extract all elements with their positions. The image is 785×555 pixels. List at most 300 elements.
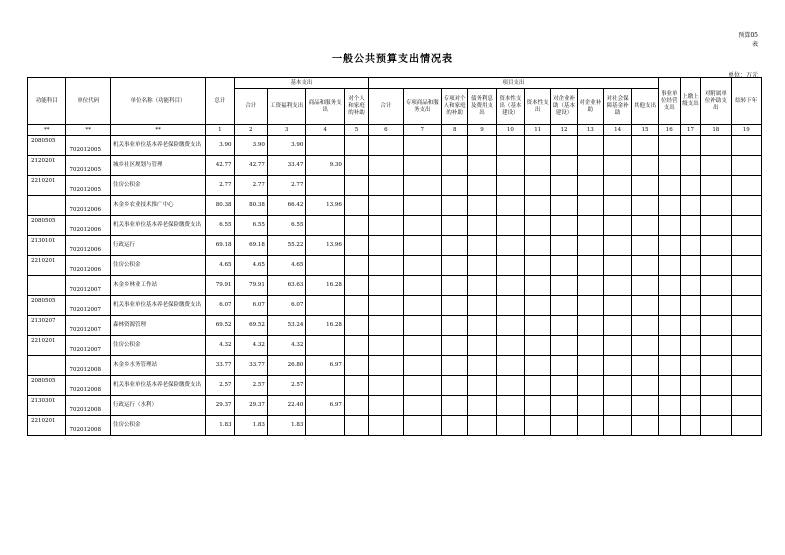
table-row <box>28 356 762 376</box>
empty-cell <box>442 236 468 256</box>
header-other: 其他支出 <box>632 89 658 125</box>
unit-code-cell: 702012005 <box>66 136 111 156</box>
empty-cell <box>577 256 603 276</box>
header-index-cell: 16 <box>658 125 680 136</box>
unit-label: 单位：万元 <box>727 72 758 79</box>
goods-cell: 13.96 <box>306 196 344 216</box>
empty-cell <box>731 356 762 376</box>
table-row <box>28 396 762 416</box>
empty-cell <box>468 176 496 196</box>
empty-cell <box>577 196 603 216</box>
header-index-cell: 12 <box>551 125 577 136</box>
empty-cell <box>468 336 496 356</box>
salary-cell: 2.57 <box>267 376 305 396</box>
empty-cell <box>551 416 577 436</box>
empty-cell <box>731 196 762 216</box>
empty-cell <box>680 356 700 376</box>
header-index-cell: 5 <box>344 125 368 136</box>
empty-cell <box>603 196 631 216</box>
empty-cell <box>344 296 368 316</box>
goods-cell <box>306 376 344 396</box>
header-index-cell: 6 <box>369 125 403 136</box>
empty-cell <box>496 356 524 376</box>
salary-cell: 26.80 <box>267 356 305 376</box>
empty-cell <box>468 276 496 296</box>
empty-cell <box>344 236 368 256</box>
empty-cell <box>525 176 551 196</box>
empty-cell <box>577 296 603 316</box>
empty-cell <box>369 416 403 436</box>
empty-cell <box>731 376 762 396</box>
empty-cell <box>344 276 368 296</box>
empty-cell <box>701 276 731 296</box>
header-basic-sum: 合计 <box>234 89 267 125</box>
empty-cell <box>577 376 603 396</box>
goods-cell <box>306 176 344 196</box>
func-code-cell <box>28 196 66 216</box>
empty-cell <box>577 316 603 336</box>
header-index-cell: 9 <box>468 125 496 136</box>
empty-cell <box>658 396 680 416</box>
empty-cell <box>525 236 551 256</box>
header-index-cell: 1 <box>206 125 234 136</box>
goods-cell: 6.97 <box>306 396 344 416</box>
empty-cell <box>496 316 524 336</box>
func-code-cell: 2080505 <box>28 136 66 156</box>
empty-cell <box>344 216 368 236</box>
empty-cell <box>658 376 680 396</box>
unit-name-cell: 木金乡农业技术推广中心 <box>111 196 206 216</box>
empty-cell <box>525 396 551 416</box>
empty-cell <box>731 136 762 156</box>
empty-cell <box>658 156 680 176</box>
basic-sum-cell: 6.55 <box>234 216 267 236</box>
unit-code-cell: 702012006 <box>66 256 111 276</box>
empty-cell <box>632 256 658 276</box>
empty-cell <box>403 176 441 196</box>
unit-name-cell: 机关事业单位基本养老保险缴费支出 <box>111 216 206 236</box>
table-row <box>28 376 762 396</box>
basic-sum-cell: 4.65 <box>234 256 267 276</box>
func-code-cell: 2130207 <box>28 316 66 336</box>
header-index-cell: 14 <box>603 125 631 136</box>
func-code-cell: 2210201 <box>28 336 66 356</box>
goods-cell <box>306 336 344 356</box>
func-code-cell: 2080505 <box>28 376 66 396</box>
salary-cell: 53.24 <box>267 316 305 336</box>
empty-cell <box>496 216 524 236</box>
header-basic: 基本支出 <box>234 78 369 89</box>
header-enterprise: 对企业补助 <box>577 89 603 125</box>
empty-cell <box>731 176 762 196</box>
empty-cell <box>632 296 658 316</box>
func-code-cell: 2080505 <box>28 216 66 236</box>
total-cell: 33.77 <box>206 356 234 376</box>
table-row <box>28 156 762 176</box>
empty-cell <box>468 396 496 416</box>
header-func-code: 功能科目 <box>28 78 66 125</box>
header-transfer: 结转下年 <box>731 78 762 125</box>
empty-cell <box>468 296 496 316</box>
empty-cell <box>701 396 731 416</box>
empty-cell <box>344 176 368 196</box>
empty-cell <box>603 136 631 156</box>
unit-code-cell: 702012007 <box>66 296 111 316</box>
empty-cell <box>344 136 368 156</box>
empty-cell <box>680 276 700 296</box>
empty-cell <box>658 276 680 296</box>
empty-cell <box>442 396 468 416</box>
empty-cell <box>403 276 441 296</box>
header-operating: 事业单位经营支出 <box>658 78 680 125</box>
empty-cell <box>403 296 441 316</box>
empty-cell <box>525 416 551 436</box>
empty-cell <box>369 336 403 356</box>
empty-cell <box>658 296 680 316</box>
header-index-cell: 3 <box>267 125 305 136</box>
empty-cell <box>403 336 441 356</box>
empty-cell <box>403 356 441 376</box>
total-cell: 4.32 <box>206 336 234 356</box>
empty-cell <box>442 216 468 236</box>
unit-code-cell: 702012006 <box>66 236 111 256</box>
func-code-cell: 2120201 <box>28 156 66 176</box>
empty-cell <box>701 216 731 236</box>
empty-cell <box>442 196 468 216</box>
empty-cell <box>701 256 731 276</box>
empty-cell <box>442 176 468 196</box>
empty-cell <box>680 376 700 396</box>
empty-cell <box>525 336 551 356</box>
empty-cell <box>577 336 603 356</box>
func-code-cell: 2130101 <box>28 236 66 256</box>
header-index-cell: 19 <box>731 125 762 136</box>
table-row <box>28 276 762 296</box>
unit-name-cell: 行政运行 <box>111 236 206 256</box>
func-code-cell: 2210201 <box>28 256 66 276</box>
func-code-cell <box>28 356 66 376</box>
empty-cell <box>551 376 577 396</box>
empty-cell <box>551 216 577 236</box>
empty-cell <box>632 336 658 356</box>
empty-cell <box>496 416 524 436</box>
empty-cell <box>701 296 731 316</box>
empty-cell <box>701 156 731 176</box>
empty-cell <box>731 416 762 436</box>
empty-cell <box>369 276 403 296</box>
salary-cell: 63.63 <box>267 276 305 296</box>
empty-cell <box>680 256 700 276</box>
empty-cell <box>701 236 731 256</box>
empty-cell <box>468 356 496 376</box>
header-index-cell: 11 <box>525 125 551 136</box>
empty-cell <box>632 316 658 336</box>
basic-sum-cell: 1.83 <box>234 416 267 436</box>
basic-sum-cell: 4.32 <box>234 336 267 356</box>
header-upper: 上缴上级支出 <box>680 78 700 125</box>
empty-cell <box>525 156 551 176</box>
unit-name-cell: 住房公积金 <box>111 176 206 196</box>
empty-cell <box>551 276 577 296</box>
empty-cell <box>525 376 551 396</box>
header-index-cell: 13 <box>577 125 603 136</box>
total-cell: 80.38 <box>206 196 234 216</box>
empty-cell <box>603 376 631 396</box>
empty-cell <box>442 256 468 276</box>
basic-sum-cell: 42.77 <box>234 156 267 176</box>
empty-cell <box>551 336 577 356</box>
salary-cell: 33.47 <box>267 156 305 176</box>
empty-cell <box>658 316 680 336</box>
empty-cell <box>701 376 731 396</box>
func-code-cell: 2210201 <box>28 176 66 196</box>
goods-cell: 16.28 <box>306 276 344 296</box>
salary-cell: 4.32 <box>267 336 305 356</box>
empty-cell <box>525 196 551 216</box>
empty-cell <box>369 156 403 176</box>
unit-name-cell: 木金乡林业工作站 <box>111 276 206 296</box>
empty-cell <box>468 416 496 436</box>
empty-cell <box>603 316 631 336</box>
empty-cell <box>577 396 603 416</box>
unit-name-cell: 住房公积金 <box>111 336 206 356</box>
salary-cell: 1.83 <box>267 416 305 436</box>
empty-cell <box>442 376 468 396</box>
empty-cell <box>442 296 468 316</box>
header-index-cell: 10 <box>496 125 524 136</box>
empty-cell <box>551 316 577 336</box>
unit-code-cell: 702012007 <box>66 316 111 336</box>
empty-cell <box>701 356 731 376</box>
empty-cell <box>603 276 631 296</box>
total-cell: 69.18 <box>206 236 234 256</box>
basic-sum-cell: 80.38 <box>234 196 267 216</box>
empty-cell <box>369 316 403 336</box>
empty-cell <box>369 296 403 316</box>
unit-name-cell: 行政运行（水利） <box>111 396 206 416</box>
total-cell: 1.83 <box>206 416 234 436</box>
form-number-line1: 预算05 <box>738 32 758 39</box>
basic-sum-cell: 2.77 <box>234 176 267 196</box>
salary-cell: 3.90 <box>267 136 305 156</box>
empty-cell <box>468 256 496 276</box>
basic-sum-cell: 3.90 <box>234 136 267 156</box>
empty-cell <box>525 276 551 296</box>
unit-code-cell: 702012007 <box>66 276 111 296</box>
salary-cell: 55.22 <box>267 236 305 256</box>
empty-cell <box>603 416 631 436</box>
empty-cell <box>442 136 468 156</box>
salary-cell: 4.65 <box>267 256 305 276</box>
empty-cell <box>442 416 468 436</box>
empty-cell <box>369 396 403 416</box>
empty-cell <box>632 196 658 216</box>
table-row <box>28 196 762 216</box>
header-capital: 资本性支出 <box>525 89 551 125</box>
empty-cell <box>731 336 762 356</box>
empty-cell <box>525 216 551 236</box>
header-unit-code: 单位代码 <box>66 78 111 125</box>
table-row <box>28 136 762 156</box>
total-cell: 29.37 <box>206 396 234 416</box>
basic-sum-cell: 6.07 <box>234 296 267 316</box>
unit-name-cell: 机关事业单位基本养老保险缴费支出 <box>111 376 206 396</box>
basic-sum-cell: 29.37 <box>234 396 267 416</box>
empty-cell <box>701 316 731 336</box>
basic-sum-cell: 69.52 <box>234 316 267 336</box>
empty-cell <box>369 256 403 276</box>
empty-cell <box>731 156 762 176</box>
empty-cell <box>442 356 468 376</box>
empty-cell <box>551 356 577 376</box>
empty-cell <box>344 336 368 356</box>
header-enterprise-basic: 对企业补助（基本建设） <box>551 89 577 125</box>
table-body <box>28 136 762 436</box>
unit-name-cell: 木金乡水务管理站 <box>111 356 206 376</box>
basic-sum-cell: 33.77 <box>234 356 267 376</box>
empty-cell <box>658 216 680 236</box>
table-row <box>28 176 762 196</box>
empty-cell <box>551 176 577 196</box>
empty-cell <box>680 336 700 356</box>
empty-cell <box>403 316 441 336</box>
header-goods: 商品和服务支出 <box>306 89 344 125</box>
unit-code-cell: 702012006 <box>66 216 111 236</box>
empty-cell <box>369 196 403 216</box>
total-cell: 2.57 <box>206 376 234 396</box>
empty-cell <box>603 176 631 196</box>
empty-cell <box>603 256 631 276</box>
table-row <box>28 316 762 336</box>
goods-cell: 9.30 <box>306 156 344 176</box>
empty-cell <box>701 176 731 196</box>
header-family: 对个人和家庭的补助 <box>344 89 368 125</box>
empty-cell <box>577 136 603 156</box>
header-index-cell: ** <box>111 125 206 136</box>
total-cell: 79.91 <box>206 276 234 296</box>
empty-cell <box>632 176 658 196</box>
empty-cell <box>632 156 658 176</box>
empty-cell <box>701 336 731 356</box>
empty-cell <box>369 136 403 156</box>
header-index-row <box>28 125 762 136</box>
header-index-cell: 17 <box>680 125 700 136</box>
salary-cell: 22.40 <box>267 396 305 416</box>
empty-cell <box>680 156 700 176</box>
empty-cell <box>403 416 441 436</box>
empty-cell <box>603 216 631 236</box>
header-capital-basic: 资本性支出（基本建设） <box>496 89 524 125</box>
empty-cell <box>468 196 496 216</box>
header-debt: 债务利息及费用支出 <box>468 89 496 125</box>
empty-cell <box>731 236 762 256</box>
unit-code-cell: 702012005 <box>66 156 111 176</box>
salary-cell: 6.55 <box>267 216 305 236</box>
empty-cell <box>680 296 700 316</box>
table-row <box>28 416 762 436</box>
empty-cell <box>680 416 700 436</box>
empty-cell <box>344 396 368 416</box>
table-row <box>28 336 762 356</box>
unit-code-cell: 702012008 <box>66 396 111 416</box>
empty-cell <box>403 236 441 256</box>
empty-cell <box>658 336 680 356</box>
empty-cell <box>680 216 700 236</box>
goods-cell: 13.96 <box>306 236 344 256</box>
empty-cell <box>632 356 658 376</box>
empty-cell <box>603 296 631 316</box>
empty-cell <box>577 276 603 296</box>
empty-cell <box>680 176 700 196</box>
empty-cell <box>496 156 524 176</box>
header-social: 对社会保障基金补助 <box>603 89 631 125</box>
empty-cell <box>577 356 603 376</box>
empty-cell <box>577 176 603 196</box>
salary-cell: 2.77 <box>267 176 305 196</box>
basic-sum-cell: 69.18 <box>234 236 267 256</box>
page-title: 一般公共预算支出情况表 <box>332 54 453 65</box>
empty-cell <box>632 276 658 296</box>
empty-cell <box>468 136 496 156</box>
empty-cell <box>551 396 577 416</box>
expenditure-table <box>27 77 762 436</box>
func-code-cell: 2130301 <box>28 396 66 416</box>
unit-code-cell: 702012008 <box>66 376 111 396</box>
goods-cell <box>306 216 344 236</box>
empty-cell <box>344 376 368 396</box>
empty-cell <box>731 316 762 336</box>
empty-cell <box>344 416 368 436</box>
goods-cell <box>306 136 344 156</box>
table-row <box>28 236 762 256</box>
header-subsidiary: 对附属单位补助支出 <box>701 78 731 125</box>
empty-cell <box>551 296 577 316</box>
empty-cell <box>658 416 680 436</box>
empty-cell <box>496 376 524 396</box>
empty-cell <box>369 176 403 196</box>
empty-cell <box>344 256 368 276</box>
empty-cell <box>632 216 658 236</box>
total-cell: 3.90 <box>206 136 234 156</box>
empty-cell <box>496 236 524 256</box>
empty-cell <box>680 196 700 216</box>
empty-cell <box>658 176 680 196</box>
header-index-cell: 2 <box>234 125 267 136</box>
empty-cell <box>551 236 577 256</box>
empty-cell <box>496 256 524 276</box>
empty-cell <box>658 256 680 276</box>
table-row <box>28 216 762 236</box>
empty-cell <box>442 156 468 176</box>
empty-cell <box>680 396 700 416</box>
empty-cell <box>525 356 551 376</box>
empty-cell <box>731 296 762 316</box>
empty-cell <box>731 256 762 276</box>
empty-cell <box>701 196 731 216</box>
unit-code-cell: 702012008 <box>66 356 111 376</box>
goods-cell <box>306 296 344 316</box>
empty-cell <box>731 216 762 236</box>
empty-cell <box>525 136 551 156</box>
empty-cell <box>632 236 658 256</box>
empty-cell <box>468 376 496 396</box>
goods-cell: 16.28 <box>306 316 344 336</box>
unit-name-cell: 机关事业单位基本养老保险缴费支出 <box>111 136 206 156</box>
func-code-cell: 2080505 <box>28 296 66 316</box>
total-cell: 69.52 <box>206 316 234 336</box>
header-index-cell: 8 <box>442 125 468 136</box>
empty-cell <box>496 136 524 156</box>
